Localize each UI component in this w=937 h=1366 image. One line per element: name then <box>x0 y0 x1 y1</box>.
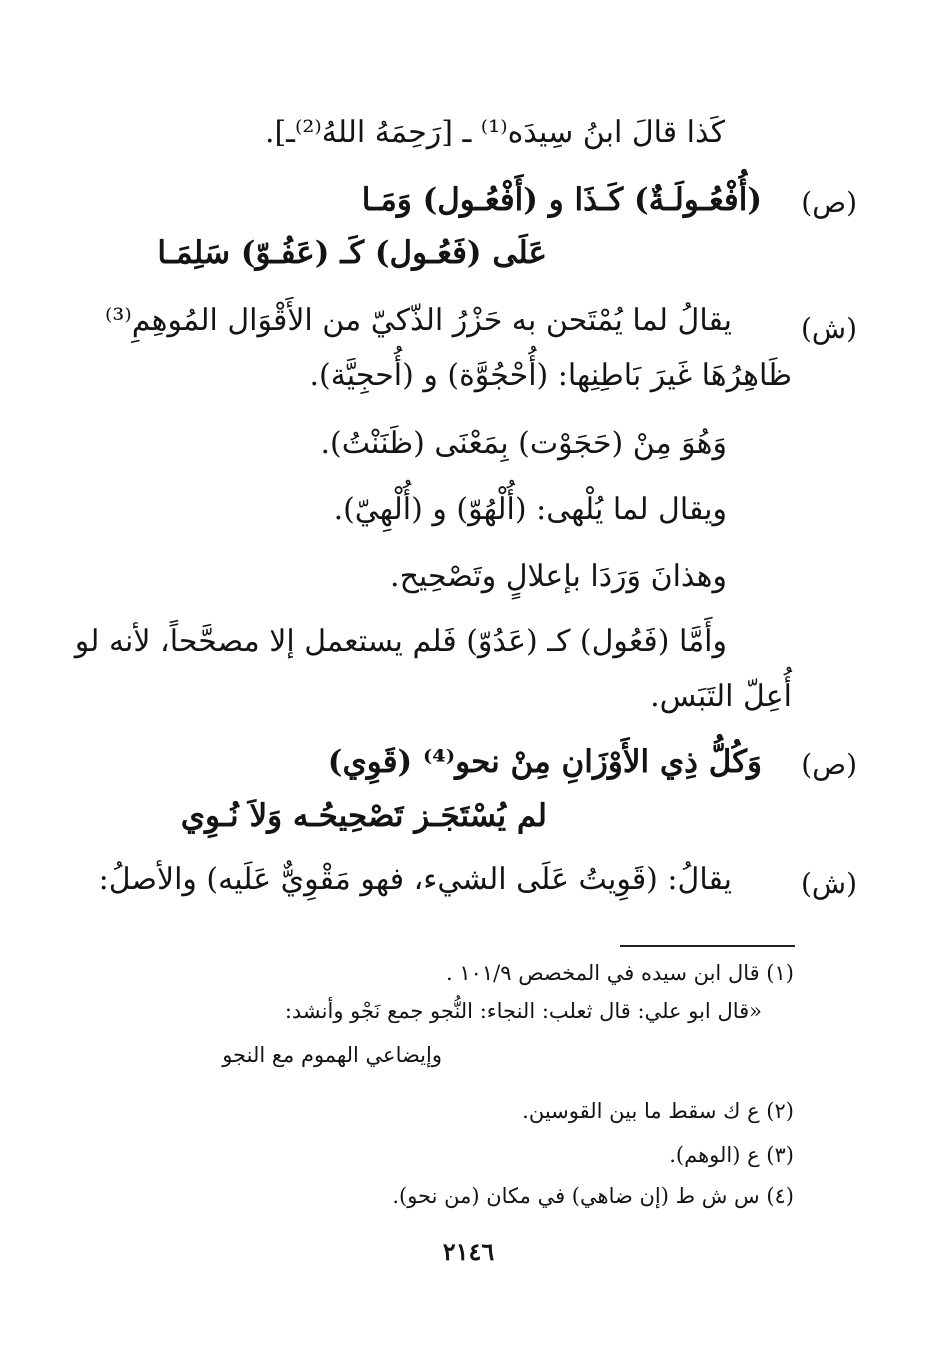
commentary2-line-1: يقالُ: (قَوِيتُ عَلَى الشيء، فهو مَقْوِيٌّ عَلَيه) والأصلُ: <box>98 862 732 897</box>
commentary1-line-4: ويقال لما يُلْهى: (أُلْهُوّ) و (أُلْهِيّ). <box>333 492 727 527</box>
commentary1-line-1: يقالُ لما يُمْتَحن به حَزْرُ الذّكيّ من الأَقْوَال المُوهِمِ⁽³⁾ <box>104 303 732 338</box>
commentary-marker: (ش) <box>800 867 857 900</box>
page-number: ٢١٤٦ <box>442 1237 495 1266</box>
verse1-hemistich-2: عَلَى (فَعُـول) كَـ (عَفُـوّ) سَلِمَـا <box>157 235 547 271</box>
verse2-hemistich-2: لم يُسْتَجَـز تَصْحِيحُـه وَلاَ نُـوِي <box>180 798 547 834</box>
footnote-3: (٣) ع (الوهم). <box>669 1143 794 1167</box>
commentary-marker: (ش) <box>800 312 857 345</box>
commentary1-line-6: وأَمَّا (فَعُول) كـ (عَدُوّ) فَلم يستعمل إلا مصحَّحاً، لأنه لو <box>74 624 727 659</box>
intro-line: كَذا قالَ ابنُ سِيدَه⁽¹⁾ ـ [رَحِمَهُ اللهُ⁽²⁾ـ]. <box>264 115 725 150</box>
footnote-2: (٢) ع ك سقط ما بين القوسين. <box>522 1099 794 1123</box>
commentary1-line-2: ظَاهِرُهَا غَيرَ بَاطِنِها: (أُحْجُوَّة) و (أُحجِيَّة). <box>309 358 792 393</box>
footnote-separator <box>620 945 795 947</box>
footnote-1: (١) قال ابن سيده في المخصص ١٠١/٩ . <box>445 961 794 985</box>
verse-marker: (ص) <box>801 748 857 781</box>
verse1-hemistich-1: (أُفْعُـولَـةٌ) كَـذَا و (أَفْعُـول) وَمَـا <box>361 182 762 218</box>
footnote-1-quote: «قال ابو علي: قال ثعلب: النجاء: النُّجو جمع نَجْو وأنشد: <box>284 999 762 1023</box>
verse-marker: (ص) <box>801 186 857 219</box>
verse2-hemistich-1: وَكُلُّ ذِي الأَوْزَانِ مِنْ نحو⁽⁴⁾ (قَوِي) <box>327 744 762 780</box>
footnote-1-verse: وإيضاعي الهموم مع النجو <box>222 1043 442 1067</box>
commentary1-line-5: وهذانَ وَرَدَا بإعلالٍ وتَصْحِيح. <box>390 559 727 594</box>
commentary1-line-7: أُعِلّ التَبَس. <box>650 679 792 714</box>
commentary1-line-3: وَهُوَ مِنْ (حَجَوْت) بِمَعْنَى (ظَنَنْتُ). <box>320 426 727 461</box>
footnote-4: (٤) س ش ط (إن ضاهي) في مكان (من نحو). <box>392 1184 794 1208</box>
